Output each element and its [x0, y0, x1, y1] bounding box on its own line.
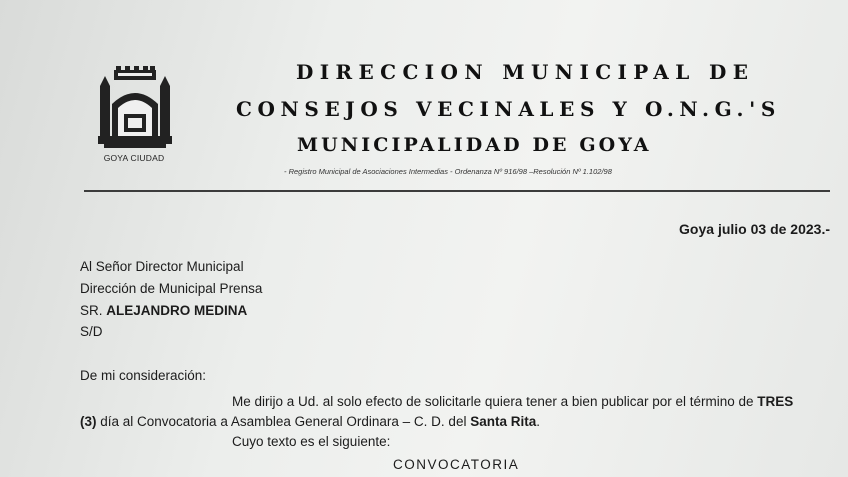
paragraph-line2-end: .: [536, 414, 540, 429]
goya-ciudad-logo: [94, 64, 176, 164]
letterhead-title-line1: DIRECCION MUNICIPAL DE: [296, 60, 755, 84]
paragraph-line1-bold: TRES: [757, 394, 794, 409]
paragraph-line1-text: Me dirijo a Ud. al solo efecto de solicitarle quiera tener a bien publicar por el término de: [232, 394, 758, 409]
addressee-line3: [80, 303, 247, 318]
greeting: De mi consideración:: [80, 368, 207, 383]
paragraph-line1: [232, 394, 793, 409]
letterhead-title-line3: MUNICIPALIDAD DE GOYA: [297, 134, 652, 156]
letterhead-title-line2: CONSEJOS VECINALES Y O.N.G.'S: [236, 97, 781, 121]
addressee-name: ALEJANDRO MEDINA: [106, 303, 248, 318]
logo-caption: GOYA CIUDAD: [103, 153, 165, 163]
paragraph-line2: [80, 414, 540, 429]
addressee-line1: Al Señor Director Municipal: [80, 259, 244, 274]
paragraph-line2-text: día al Convocatoria a Asamblea General Ordinara – C. D. del: [96, 414, 471, 429]
paragraph-line3: Cuyo texto es el siguiente:: [232, 434, 391, 449]
addressee-line4: S/D: [80, 324, 103, 339]
registry-note: - Registro Municipal de Asociaciones Intermedias - Ordenanza Nº 916/98 –Resolución Nº 1.102/98: [284, 167, 612, 176]
addressee-line2: Dirección de Municipal Prensa: [80, 281, 263, 296]
paragraph-line2-bold: (3): [80, 414, 97, 429]
convocatoria-heading: CONVOCATORIA: [393, 457, 520, 472]
header-divider: [84, 190, 830, 192]
letter-date: Goya julio 03 de 2023.-: [679, 221, 830, 237]
paragraph-line2-entity: Santa Rita: [470, 414, 537, 429]
addressee-title: SR.: [80, 303, 107, 318]
